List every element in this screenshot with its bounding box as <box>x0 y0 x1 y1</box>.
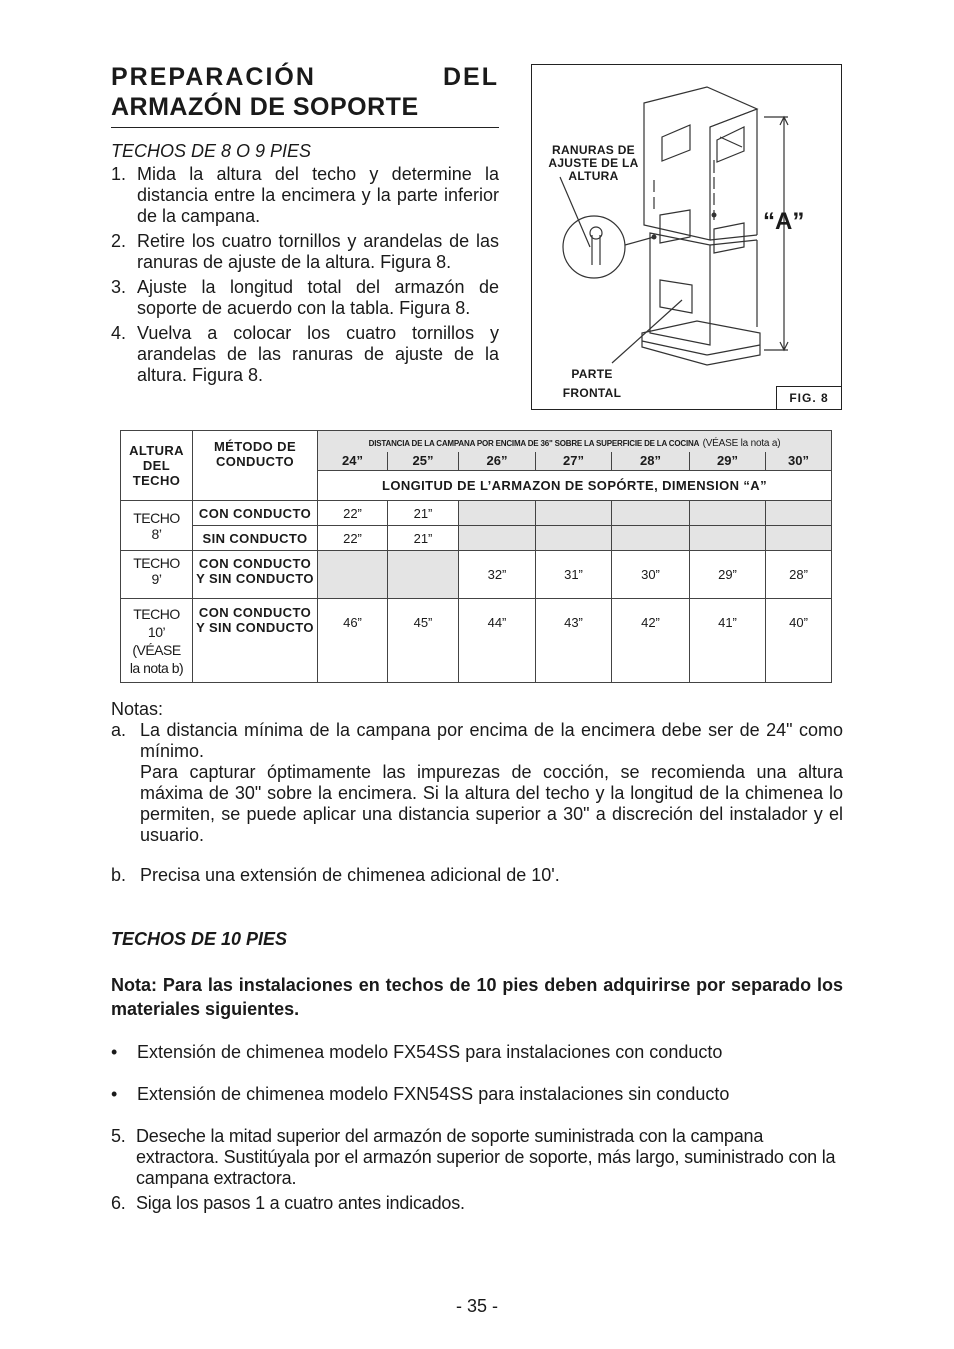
section-subtitle-10: TECHOS DE 10 PIES <box>111 929 288 949</box>
value-cell <box>459 526 536 551</box>
distance-cell: 28” <box>612 452 690 471</box>
value-cell: 42” <box>612 599 690 683</box>
step-item: 1. Mida la altura del techo y determine la distancia entre la encimera y la parte inferior de la campana. <box>111 164 499 226</box>
page-title <box>111 62 499 122</box>
step-item: 3. Ajuste la longitud total del armazón de soporte de acuerdo con la tabla. Figura 8. <box>111 277 499 318</box>
value-cell: 40” <box>766 599 832 683</box>
steps-list <box>111 164 499 390</box>
value-cell <box>612 501 690 526</box>
value-cell <box>536 501 612 526</box>
title-line-2: ARMAZÓN DE SOPORTE <box>111 93 419 121</box>
support-frame-illustration <box>532 65 843 411</box>
header-distance: DISTANCIA DE LA CAMPANA POR ENCIMA DE 36" SOBRE LA SUPERFICIE DE LA COCINA (VÉASE la nota a) <box>318 431 832 452</box>
value-cell: 41” <box>690 599 766 683</box>
section-subtitle-8-9: TECHOS DE 8 O 9 PIES <box>111 141 312 161</box>
dimension-a-label: “A” <box>763 208 805 235</box>
value-cell <box>690 501 766 526</box>
title-word-2: DEL <box>443 63 499 91</box>
distance-cell: 27” <box>536 452 612 471</box>
value-cell <box>536 526 612 551</box>
row-label-techo-8: TECHO 8’ <box>121 501 193 551</box>
value-cell: 29” <box>690 551 766 599</box>
value-cell: 45” <box>388 599 459 683</box>
front-label: PARTE FRONTAL <box>562 367 622 400</box>
bullet-item: • Extensión de chimenea modelo FX54SS para instalaciones con conducto <box>111 1042 723 1062</box>
value-cell <box>459 501 536 526</box>
value-cell: 30” <box>612 551 690 599</box>
header-ceiling-height: ALTURA DEL TECHO <box>121 431 193 501</box>
figure-number: FIG. 8 <box>776 386 841 409</box>
step-item: 2. Retire los cuatro tornillos y arandelas de las ranuras de ajuste de la altura. Figura 8. <box>111 231 499 272</box>
distance-cell: 30” <box>766 452 832 471</box>
value-cell: 22” <box>318 526 388 551</box>
title-word-1: PREPARACIÓN <box>111 63 316 91</box>
method-con-y-sin: CON CONDUCTO Y SIN CONDUCTO <box>193 551 318 599</box>
steps-list-2 <box>111 1126 846 1214</box>
value-cell: 32” <box>459 551 536 599</box>
value-cell <box>612 526 690 551</box>
section-note: Nota: Para las instalaciones en techos de 10 pies deben adquirirse por separado los materiales siguientes. <box>111 975 843 1019</box>
title-underline <box>111 127 499 128</box>
value-cell: 21” <box>388 526 459 551</box>
value-cell <box>766 526 832 551</box>
step-item: 6. Siga los pasos 1 a cuatro antes indicados. <box>111 1193 465 1213</box>
value-cell: 46” <box>318 599 388 683</box>
method-con-conducto: CON CONDUCTO <box>193 501 318 526</box>
header-duct-method: MÉTODO DE CONDUCTO <box>193 431 318 501</box>
value-cell: 43” <box>536 599 612 683</box>
value-cell <box>388 551 459 599</box>
frame-length-table <box>120 430 832 683</box>
value-cell: 21” <box>388 501 459 526</box>
method-con-y-sin: CON CONDUCTO Y SIN CONDUCTO <box>193 599 318 683</box>
method-sin-conducto: SIN CONDUCTO <box>193 526 318 551</box>
note-a: a. La distancia mínima de la campana por encima de la encimera debe ser de 24" como mínimo. Para capturar óptimamente las impurezas de cocción, se recomienda una altura máxima de 30" sobre la encimera. Si la altura del techo y la longitud de la chimenea lo permiten, se puede aplicar una distancia superior a 30" a discreción del instalador y el usuario. <box>111 720 843 845</box>
value-cell: 22” <box>318 501 388 526</box>
bullet-item: • Extensión de chimenea modelo FXN54SS para instalaciones sin conducto <box>111 1084 730 1104</box>
distance-cell: 29” <box>690 452 766 471</box>
slots-label: RANURAS DE AJUSTE DE LA ALTURA <box>548 143 639 183</box>
value-cell: 31” <box>536 551 612 599</box>
value-cell: 44” <box>459 599 536 683</box>
notes-block <box>111 699 843 886</box>
row-label-techo-9: TECHO 9’ <box>121 551 193 599</box>
row-label-techo-10: TECHO 10’ (VÉASE la nota b) <box>121 599 193 683</box>
distance-cell: 26” <box>459 452 536 471</box>
distance-cell: 25” <box>388 452 459 471</box>
header-frame-length: LONGITUD DE L’ARMAZON DE SOPÓRTE, DIMENSION “A” <box>318 471 832 501</box>
notes-heading: Notas: <box>111 699 164 719</box>
value-cell: 28” <box>766 551 832 599</box>
step-item: 5. Deseche la mitad superior del armazón de soporte suministrada con la campana extractora. Sustitúyala por el armazón superior de soporte, más largo, suministrado con la campana extractora. <box>111 1126 836 1188</box>
figure-8 <box>531 64 842 410</box>
distance-cell: 24” <box>318 452 388 471</box>
value-cell <box>318 551 388 599</box>
value-cell <box>690 526 766 551</box>
note-b: b. Precisa una extensión de chimenea adicional de 10'. <box>111 865 560 885</box>
page-number: - 35 - <box>455 1296 498 1316</box>
value-cell <box>766 501 832 526</box>
step-item: 4. Vuelva a colocar los cuatro tornillos y arandelas de las ranuras de ajuste de la altura. Figura 8. <box>111 323 499 385</box>
